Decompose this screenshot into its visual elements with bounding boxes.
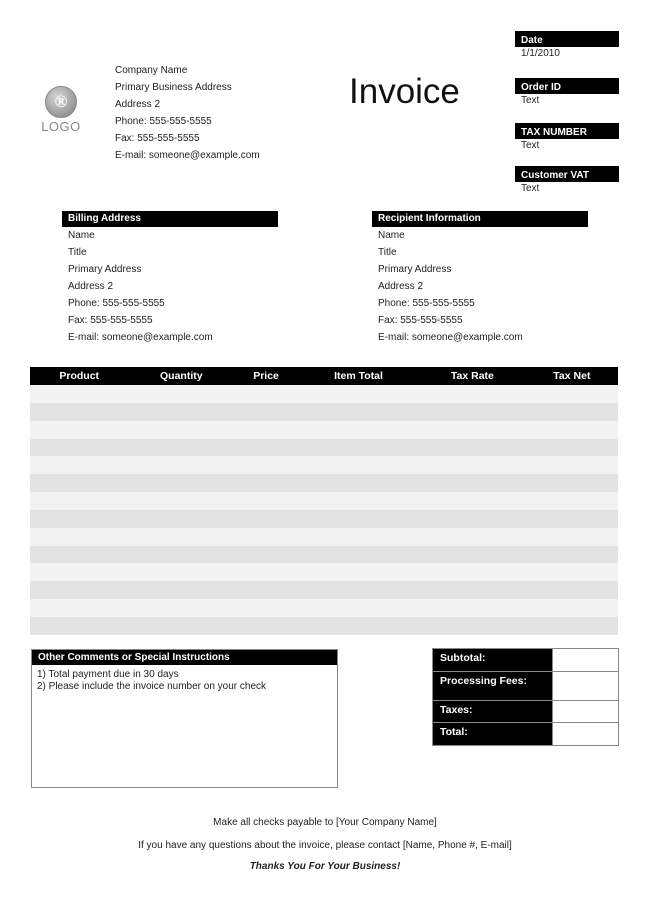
- table-cell: [30, 421, 128, 439]
- table-cell: [30, 617, 128, 635]
- table-cell: [419, 456, 526, 474]
- table-cell: [128, 456, 234, 474]
- table-cell: [526, 421, 618, 439]
- table-cell: [128, 421, 234, 439]
- table-cell: [298, 474, 419, 492]
- recipient-line: Title: [378, 247, 397, 258]
- table-cell: [419, 439, 526, 457]
- table-cell: [30, 456, 128, 474]
- comment-line: 1) Total payment due in 30 days: [37, 669, 179, 680]
- table-cell: [234, 439, 298, 457]
- billing-line: Primary Address: [68, 264, 142, 275]
- table-cell: [526, 385, 618, 403]
- customer-vat-label: Customer VAT: [515, 166, 619, 182]
- table-cell: [419, 510, 526, 528]
- column-header-product: Product: [30, 367, 128, 385]
- subtotal-row: [433, 649, 619, 672]
- table-cell: [298, 421, 419, 439]
- recipient-line: E-mail: someone@example.com: [378, 332, 523, 343]
- table-cell: [298, 456, 419, 474]
- billing-line: Fax: 555-555-5555: [68, 315, 153, 326]
- recipient-line: Name: [378, 230, 405, 241]
- logo-text: LOGO: [41, 119, 81, 134]
- table-cell: [128, 563, 234, 581]
- table-row: [30, 474, 618, 492]
- company-name: Company Name: [115, 65, 188, 76]
- billing-line: Phone: 555-555-5555: [68, 298, 165, 309]
- table-cell: [30, 492, 128, 510]
- taxes-value: [552, 701, 618, 723]
- billing-line: Address 2: [68, 281, 114, 292]
- table-cell: [419, 421, 526, 439]
- table-cell: [419, 528, 526, 546]
- table-cell: [526, 599, 618, 617]
- line-items-table: [30, 367, 618, 635]
- table-cell: [526, 474, 618, 492]
- recipient-line: Fax: 555-555-5555: [378, 315, 463, 326]
- taxes-row: [433, 701, 619, 723]
- table-cell: [128, 474, 234, 492]
- table-cell: [234, 403, 298, 421]
- date-label: Date: [515, 31, 619, 47]
- table-cell: [128, 385, 234, 403]
- total-value: [552, 723, 618, 746]
- table-cell: [30, 546, 128, 564]
- table-cell: [419, 546, 526, 564]
- table-cell: [234, 492, 298, 510]
- table-cell: [30, 528, 128, 546]
- table-cell: [128, 510, 234, 528]
- table-cell: [128, 581, 234, 599]
- billing-line: Name: [68, 230, 95, 241]
- tax-number-label: TAX NUMBER: [515, 123, 619, 139]
- table-cell: [234, 510, 298, 528]
- table-row: [30, 421, 618, 439]
- table-cell: [419, 599, 526, 617]
- table-cell: [128, 492, 234, 510]
- company-address2: Address 2: [115, 99, 161, 110]
- table-cell: [419, 581, 526, 599]
- column-header-price: Price: [234, 367, 298, 385]
- table-row: [30, 528, 618, 546]
- table-cell: [234, 581, 298, 599]
- table-cell: [128, 403, 234, 421]
- processing-fees-value: [552, 672, 618, 701]
- table-cell: [526, 510, 618, 528]
- meta-vat: [515, 166, 619, 196]
- table-cell: [298, 510, 419, 528]
- customer-vat-value: Text: [521, 183, 540, 194]
- table-row: [30, 563, 618, 581]
- table-row: [30, 510, 618, 528]
- footer-checks-payable: Make all checks payable to [Your Company Name]: [213, 817, 437, 828]
- subtotal-value: [552, 649, 618, 672]
- subtotal-label: Subtotal:: [433, 649, 553, 672]
- table-cell: [30, 510, 128, 528]
- table-cell: [234, 546, 298, 564]
- table-cell: [234, 563, 298, 581]
- column-header-tax-rate: Tax Rate: [419, 367, 526, 385]
- footer-contact: If you have any questions about the invoice, please contact [Name, Phone #, E-mail]: [138, 840, 512, 851]
- comments-header: Other Comments or Special Instructions: [32, 650, 337, 665]
- footer-thanks: Thanks You For Your Business!: [249, 861, 401, 872]
- billing-line: Title: [68, 247, 87, 258]
- fees-row: [433, 672, 619, 701]
- meta-date: [515, 31, 619, 61]
- total-label: Total:: [433, 723, 553, 746]
- table-cell: [234, 421, 298, 439]
- billing-header: Billing Address: [62, 211, 278, 227]
- billing-line: E-mail: someone@example.com: [68, 332, 213, 343]
- meta-order: [515, 78, 619, 108]
- table-cell: [419, 617, 526, 635]
- table-cell: [526, 581, 618, 599]
- table-cell: [234, 599, 298, 617]
- table-cell: [526, 528, 618, 546]
- table-cell: [30, 403, 128, 421]
- date-value: 1/1/2010: [521, 48, 560, 59]
- table-cell: [298, 439, 419, 457]
- taxes-label: Taxes:: [433, 701, 553, 723]
- table-cell: [526, 456, 618, 474]
- company-phone: Phone: 555-555-5555: [115, 116, 212, 127]
- table-row: [30, 546, 618, 564]
- recipient-line: Address 2: [378, 281, 424, 292]
- company-fax: Fax: 555-555-5555: [115, 133, 200, 144]
- table-cell: [419, 474, 526, 492]
- table-cell: [419, 385, 526, 403]
- table-cell: [298, 581, 419, 599]
- table-cell: [526, 403, 618, 421]
- total-row: [433, 723, 619, 746]
- table-row: [30, 599, 618, 617]
- table-cell: [234, 474, 298, 492]
- table-cell: [234, 528, 298, 546]
- company-logo: [38, 86, 84, 134]
- table-cell: [128, 528, 234, 546]
- table-row: [30, 581, 618, 599]
- table-cell: [419, 403, 526, 421]
- table-row: [30, 403, 618, 421]
- table-cell: [128, 599, 234, 617]
- table-cell: [526, 492, 618, 510]
- order-id-label: Order ID: [515, 78, 619, 94]
- items-body: [30, 385, 618, 635]
- table-cell: [298, 617, 419, 635]
- table-cell: [298, 385, 419, 403]
- table-cell: [526, 617, 618, 635]
- table-cell: [526, 439, 618, 457]
- table-cell: [298, 403, 419, 421]
- invoice-title: Invoice: [349, 72, 460, 111]
- table-cell: [298, 528, 419, 546]
- table-cell: [30, 599, 128, 617]
- table-cell: [30, 474, 128, 492]
- table-cell: [30, 581, 128, 599]
- company-address1: Primary Business Address: [115, 82, 232, 93]
- table-cell: [419, 492, 526, 510]
- table-cell: [298, 492, 419, 510]
- table-cell: [526, 546, 618, 564]
- recipient-information: [372, 211, 588, 346]
- table-cell: [30, 385, 128, 403]
- table-cell: [298, 563, 419, 581]
- table-cell: [234, 385, 298, 403]
- totals-table: [432, 648, 619, 746]
- comments-box: [31, 649, 338, 788]
- column-header-tax-net: Tax Net: [526, 367, 618, 385]
- registered-icon: ®: [45, 86, 77, 118]
- table-cell: [128, 546, 234, 564]
- table-row: [30, 492, 618, 510]
- table-cell: [526, 563, 618, 581]
- meta-tax: [515, 123, 619, 153]
- order-id-value: Text: [521, 95, 540, 106]
- table-cell: [234, 456, 298, 474]
- table-cell: [30, 439, 128, 457]
- table-cell: [128, 439, 234, 457]
- recipient-line: Phone: 555-555-5555: [378, 298, 475, 309]
- table-cell: [419, 563, 526, 581]
- processing-fees-label: Processing Fees:: [433, 672, 553, 701]
- recipient-line: Primary Address: [378, 264, 452, 275]
- table-row: [30, 456, 618, 474]
- table-cell: [298, 546, 419, 564]
- tax-number-value: Text: [521, 140, 540, 151]
- table-cell: [234, 617, 298, 635]
- recipient-header: Recipient Information: [372, 211, 588, 227]
- table-cell: [128, 617, 234, 635]
- billing-address: [62, 211, 278, 346]
- column-header-item-total: Item Total: [298, 367, 419, 385]
- table-cell: [298, 599, 419, 617]
- table-row: [30, 617, 618, 635]
- table-row: [30, 439, 618, 457]
- table-row: [30, 385, 618, 403]
- company-email: E-mail: someone@example.com: [115, 150, 260, 161]
- company-info: [115, 62, 260, 164]
- table-header-row: [30, 367, 618, 385]
- column-header-quantity: Quantity: [128, 367, 234, 385]
- table-cell: [30, 563, 128, 581]
- comment-line: 2) Please include the invoice number on your check: [37, 681, 267, 692]
